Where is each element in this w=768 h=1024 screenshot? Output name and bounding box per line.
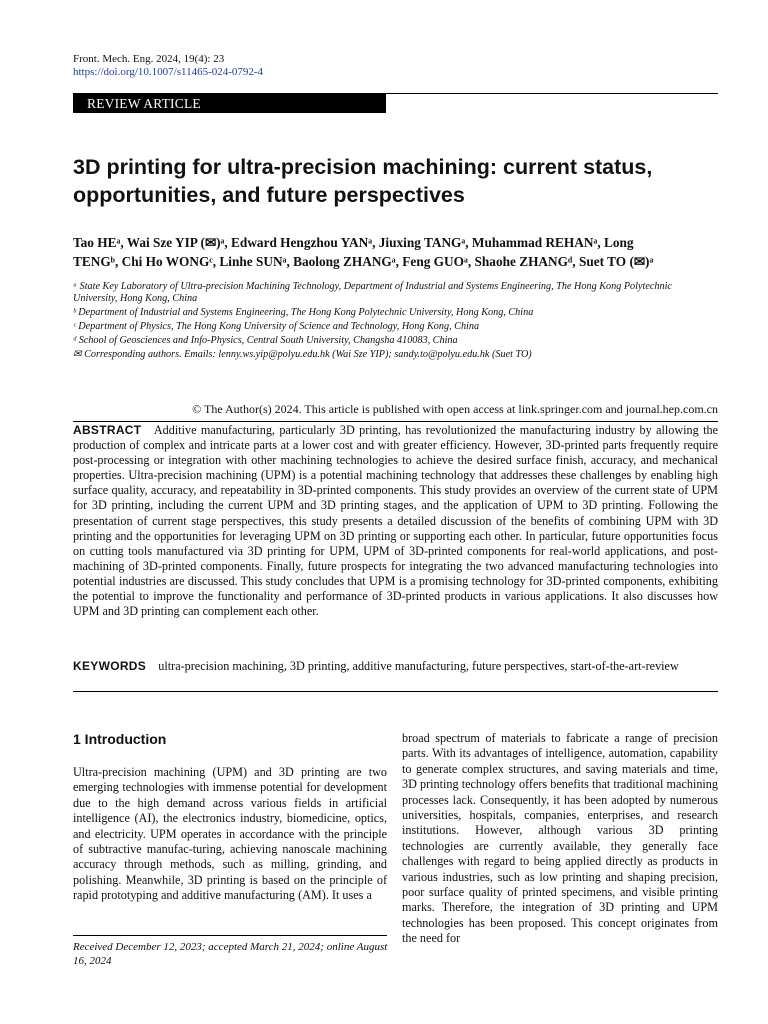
section-heading-introduction: 1 Introduction [73,731,167,747]
received-dates: Received December 12, 2023; accepted March 21, 2024; online August 16, 2024 [73,941,388,967]
keywords-bottom-rule [73,691,718,692]
abstract [73,423,718,619]
corresponding-authors: ✉ Corresponding authors. Emails: lenny.ws.yip@polyu.edu.hk (Wai Sze YIP); sandy.to@polyu.edu.hk (Suet TO) [73,349,532,360]
abstract-top-rule [73,421,718,422]
authors-line-1: Tao HEᵃ, Wai Sze YIP (✉)ᵃ, Edward Hengzhou YANᵃ, Jiuxing TANGᵃ, Muhammad REHANᵃ, Long [73,235,634,250]
title-line-2: opportunities, and future perspectives [73,183,465,207]
footnote-rule [73,935,387,936]
article-type-badge: REVIEW ARTICLE [73,94,386,113]
intro-right-column: broad spectrum of materials to fabricate a range of precision parts. With its advantages of intelligence, automation, capability to generate complex structures, and saving materials and time, 3D printing technology offers benefits that traditional machining processes lack. Consequently, it has been adopted by numerous universities, hospitals, companies, enterprises, and research institutions. However, although various 3D printing technologies are currently available, they generally face challenges with regard to being applied directly as products in various industries, such as low printing and shaping precision, poor surface quality of printed specimens, and visible printing marks. Therefore, the integration of 3D printing and UPM technologies has been proposed. This concept originates from the need for [402,731,718,946]
affiliations [73,281,718,363]
affiliation-c: ᶜ Department of Physics, The Hong Kong University of Science and Technology, Hong Kong, China [73,321,480,332]
title-line-1: 3D printing for ultra-precision machining: current status, [73,155,653,179]
journal-citation: Front. Mech. Eng. 2024, 19(4): 23 [73,53,225,65]
copyright-notice: © The Author(s) 2024. This article is published with open access at link.springer.com and journal.hep.com.cn [192,402,718,416]
affiliation-b: ᵇ Department of Industrial and Systems Engineering, The Hong Kong Polytechnic University, Hong Kong, China [73,307,534,318]
keywords [73,658,718,674]
article-title [73,153,723,209]
keywords-label: KEYWORDS [73,659,147,673]
authors-line-2: TENGᵇ, Chi Ho WONGᶜ, Linhe SUNᵃ, Baolong ZHANGᵃ, Feng GUOᵃ, Shaohe ZHANGᵈ, Suet TO (✉)ᵃ [73,254,654,269]
abstract-label: ABSTRACT [73,423,142,437]
affiliation-a: ᵃ State Key Laboratory of Ultra-precision Machining Technology, Department of Industrial and Systems Engineering, The Hong Kong Polytechnic University, Hong Kong, China [73,281,672,304]
affiliation-d: ᵈ School of Geosciences and Info-Physics, Central South University, Changsha 410083, China [73,335,458,346]
doi-link[interactable]: https://doi.org/10.1007/s11465-024-0792-4 [73,66,264,78]
abstract-text: Additive manufacturing, particularly 3D printing, has revolutionized the manufacturing industry by allowing the production of complex and intricate parts at a lower cost and with greater efficiency. However, 3D-printed parts frequently require post-processing or integration with other machining technologies to achieve the desired surface finish, accuracy, and mechanical properties. Ultra-precision machining (UPM) is a potential machining technology that addresses these challenges by enabling high surface quality, accuracy, and repeatability in 3D-printed components. This study provides an overview of the current state of UPM for 3D printing, including the current UPM and 3D printing stages, and the application of UPM to 3D printing. Following the presentation of current stage perspectives, this study presents a detailed discussion of the benefits of combining UPM with 3D printing and the opportunities for leveraging UPM on 3D printing or supporting each other. In particular, future opportunities focus on cutting tools manufactured via 3D printing for UPM, UPM of 3D-printed components for real-world applications, and post-machining of 3D-printed components. Finally, future prospects for integrating the two advanced manufacturing technologies into potential industries are discussed. This study concludes that UPM is a promising technology for 3D-printed components, exhibiting the potential to improve the functionality and performance of 3D-printed products in various applications. It also discusses how UPM and 3D printing can complement each other. [73,423,718,619]
keywords-text: ultra-precision machining, 3D printing, additive manufacturing, future perspectives, start-of-the-art-review [158,659,679,673]
author-list [73,233,718,271]
intro-left-column: Ultra-precision machining (UPM) and 3D printing are two emerging technologies with immense potential for development due to the high demand across various fields in artificial intelligence (AI), the electronics industry, biomedicine, optics, and electricity. UPM operates in accordance with the principle of subtractive manufac-turing, achieving nanoscale machining accuracy through methods, such as milling, grinding, and polishing. Meanwhile, 3D printing is based on the principle of rapid prototyping and additive manufacturing (AM). It uses a [73,765,387,903]
